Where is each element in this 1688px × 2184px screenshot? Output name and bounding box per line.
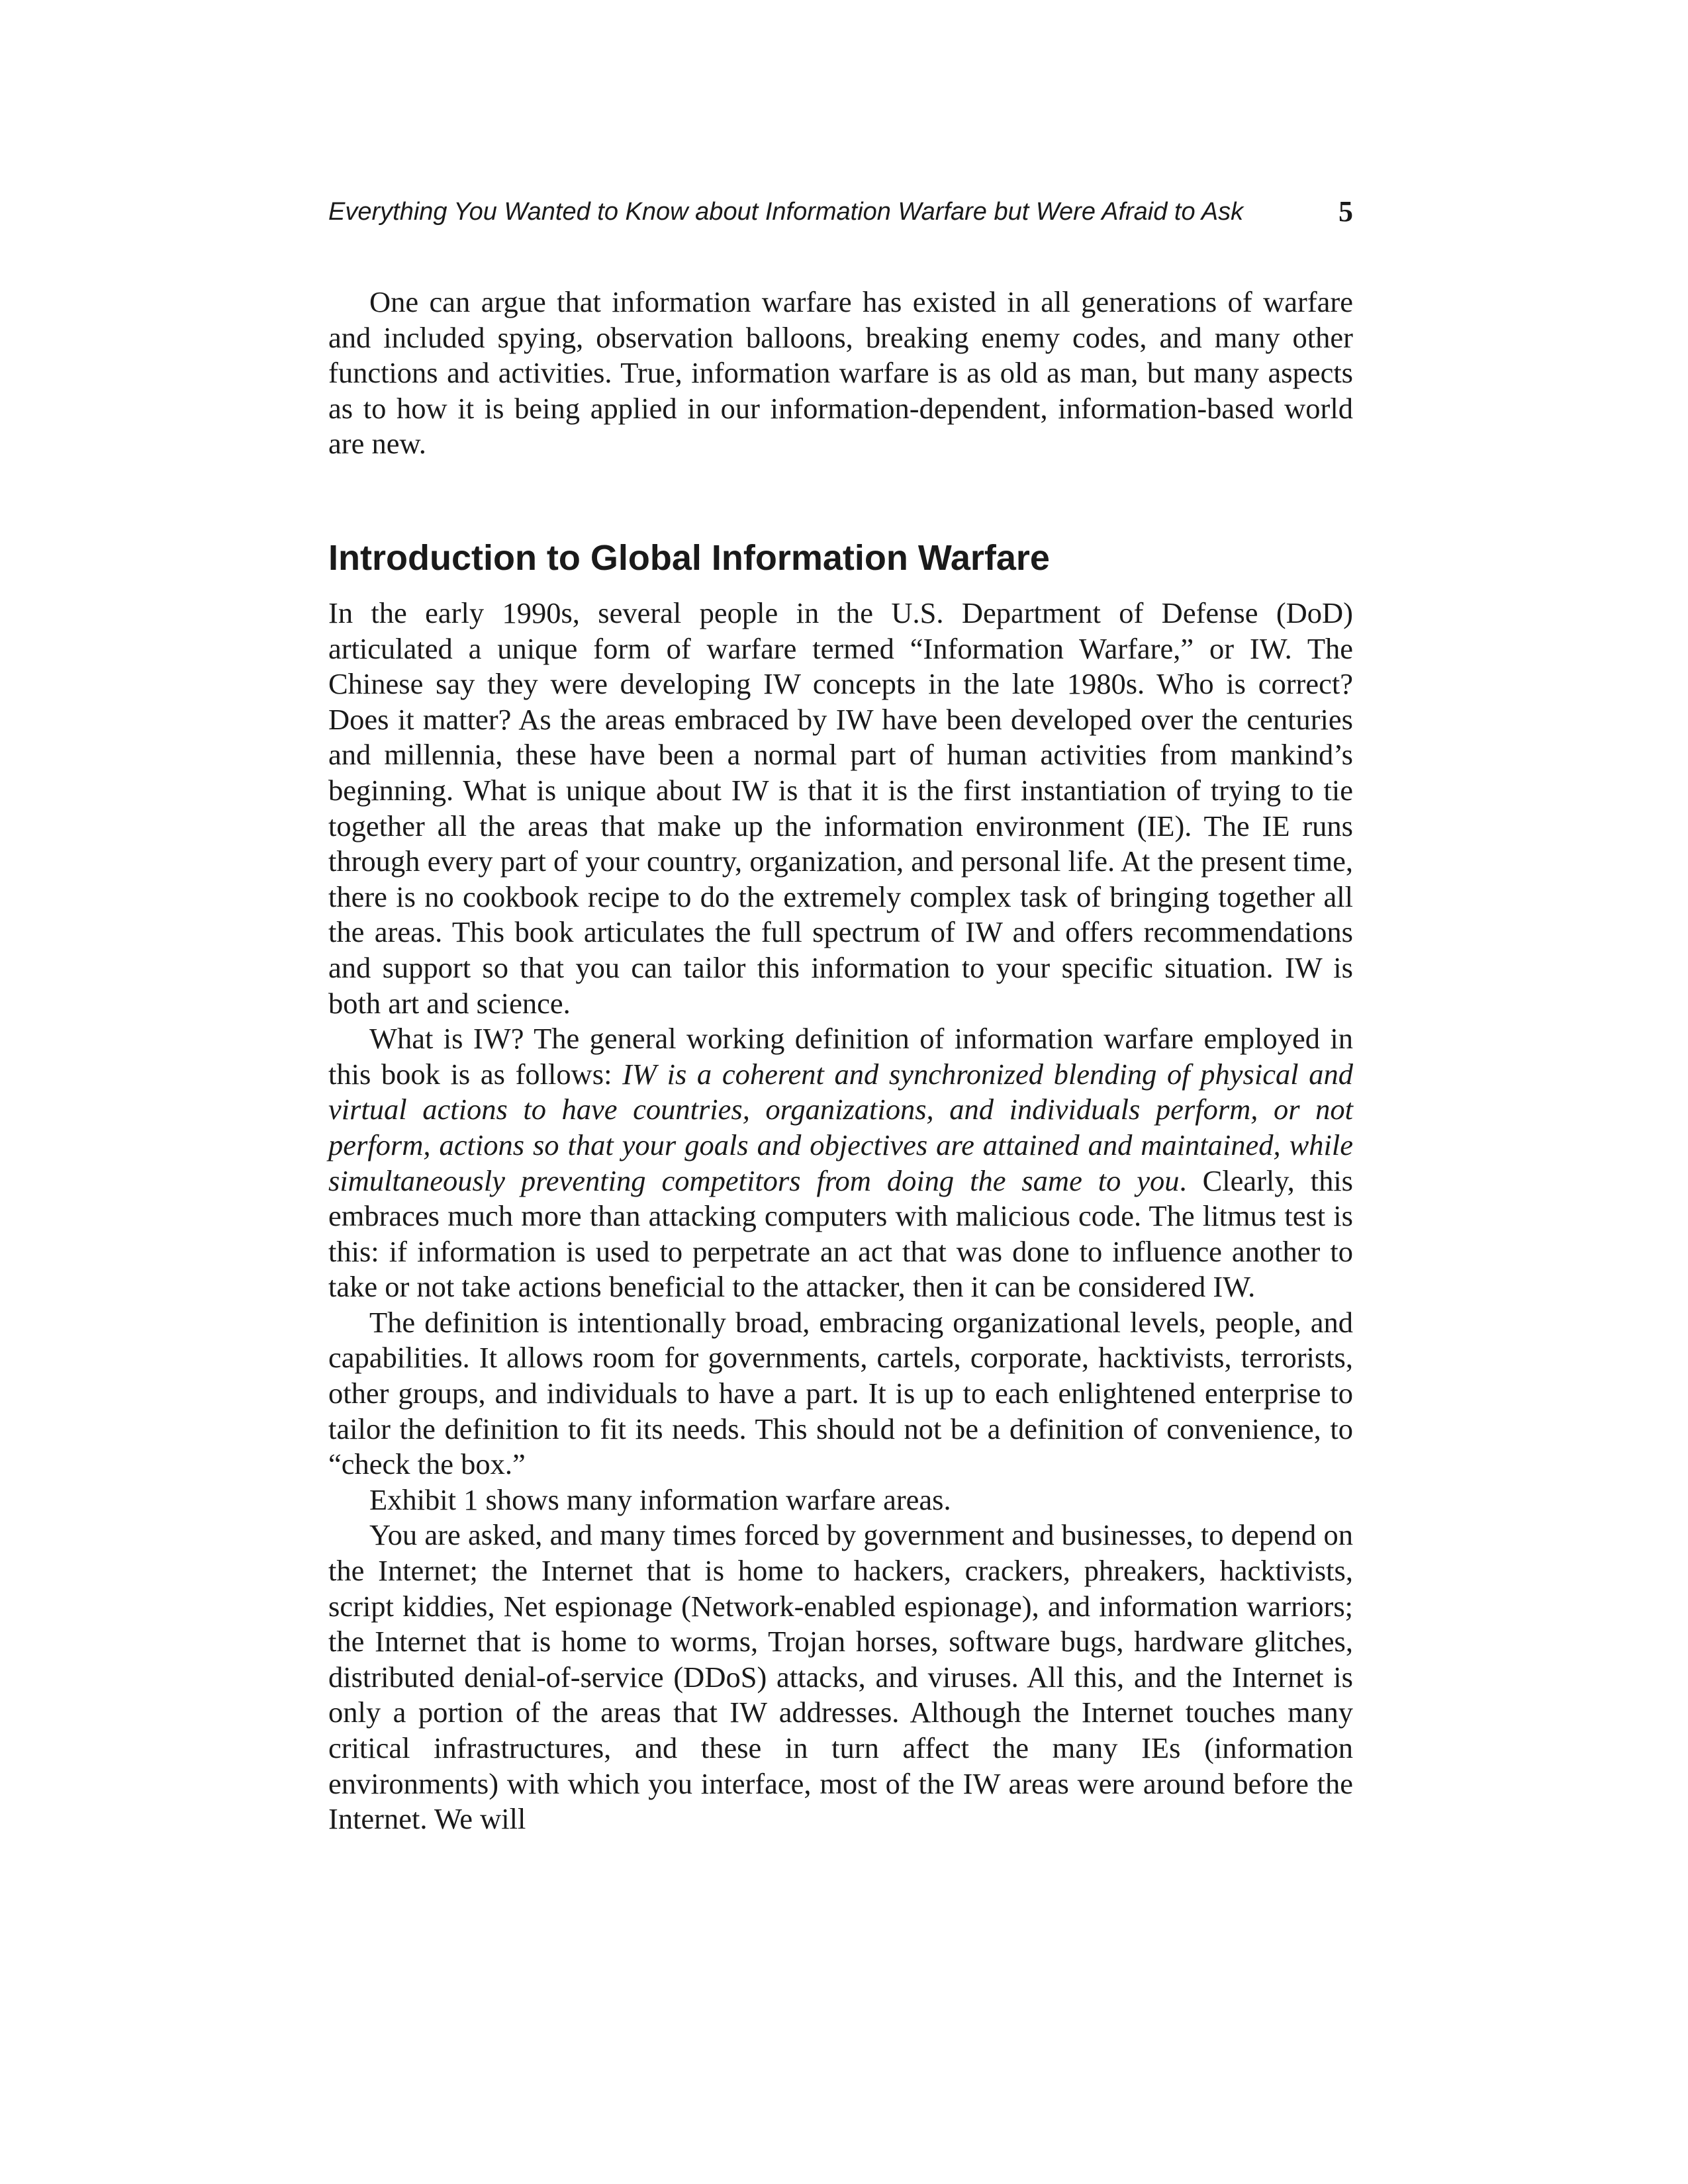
paragraph-1: In the early 1990s, several people in the U.S. Department of Defense (DoD) articulated a unique form of warfare termed “Information Warfare,” or IW. The Chinese say they were developing IW concepts in the late 1980s. Who is correct? Does it matter? As the areas embraced by IW have been developed over the centuries and millennia, these have been a normal part of human activities from mankind’s beginning. What is unique about IW is that it is the first instantiation of trying to tie together all the areas that make up the information environment (IE). The IE runs through every part of your country, organization, and personal life. At the present time, there is no cookbook recipe to do the extremely complex task of bringing together all the areas. This book articulates the full spectrum of IW and offers recommendations and support so that you can tailor this information to your specific situation. IW is both art and science. (328, 596, 1353, 1020)
intro-block (328, 285, 1353, 462)
paragraph-4: Exhibit 1 shows many information warfare areas. (369, 1482, 951, 1516)
running-head-title: Everything You Wanted to Know about Information Warfare but Were Afraid to Ask (328, 198, 1244, 226)
iw-definition: IW is a coherent and synchronized blending of physical and virtual actions to have countries, organizations, and individuals perform, or not perform, actions so that your goals and objectives are attained and maintained, while simultaneously preventing competitors from doing the same to you (328, 1057, 1353, 1197)
running-head (328, 192, 1353, 232)
paragraph-5: You are asked, and many times forced by government and businesses, to depend on the Internet; the Internet that is home to hackers, crackers, phreakers, hacktivists, script kiddies, Net espionage (Network-enabled espionage), and information warriors; the Internet that is home to worms, Trojan horses, software bugs, hardware glitches, distributed denial-of-service (DDoS) attacks, and viruses. All this, and the Internet is only a portion of the areas that IW addresses. Although the Internet touches many critical infrastructures, and these in turn affect the many IEs (information environments) with which you interface, most of the IW areas were around before the Internet. We will (328, 1518, 1353, 1836)
paragraph-3: The definition is intentionally broad, embracing organizational levels, people, and capabilities. It allows room for governments, cartels, corporate, hacktivists, terrorists, other groups, and individuals to have a part. It is up to each enlightened enterprise to tailor the definition to fit its needs. This should not be a definition of convenience, to “check the box.” (328, 1305, 1353, 1481)
paragraph-2-lead: What is IW? The general working definition of information warfare employed in this book is as follows: (328, 1022, 1353, 1091)
intro-paragraph: One can argue that information warfare has existed in all generations of warfare and included spying, observation balloons, breaking enemy codes, and many other functions and activities. True, information warfare is as old as man, but many aspects as to how it is being applied in our information-dependent, information-based world are new. (328, 285, 1353, 461)
paragraph-2 (328, 1021, 1353, 1305)
section-body (328, 596, 1353, 1837)
section-heading: Introduction to Global Information Warfare (328, 538, 1050, 578)
paragraph-2-tail: . Clearly, this embraces much more than attacking computers with malicious code. The litmus test is this: if information is used to perpetrate an act that was done to influence another to take or not take actions beneficial to the attacker, then it can be considered IW. (328, 1163, 1353, 1304)
page-number: 5 (1338, 195, 1353, 228)
